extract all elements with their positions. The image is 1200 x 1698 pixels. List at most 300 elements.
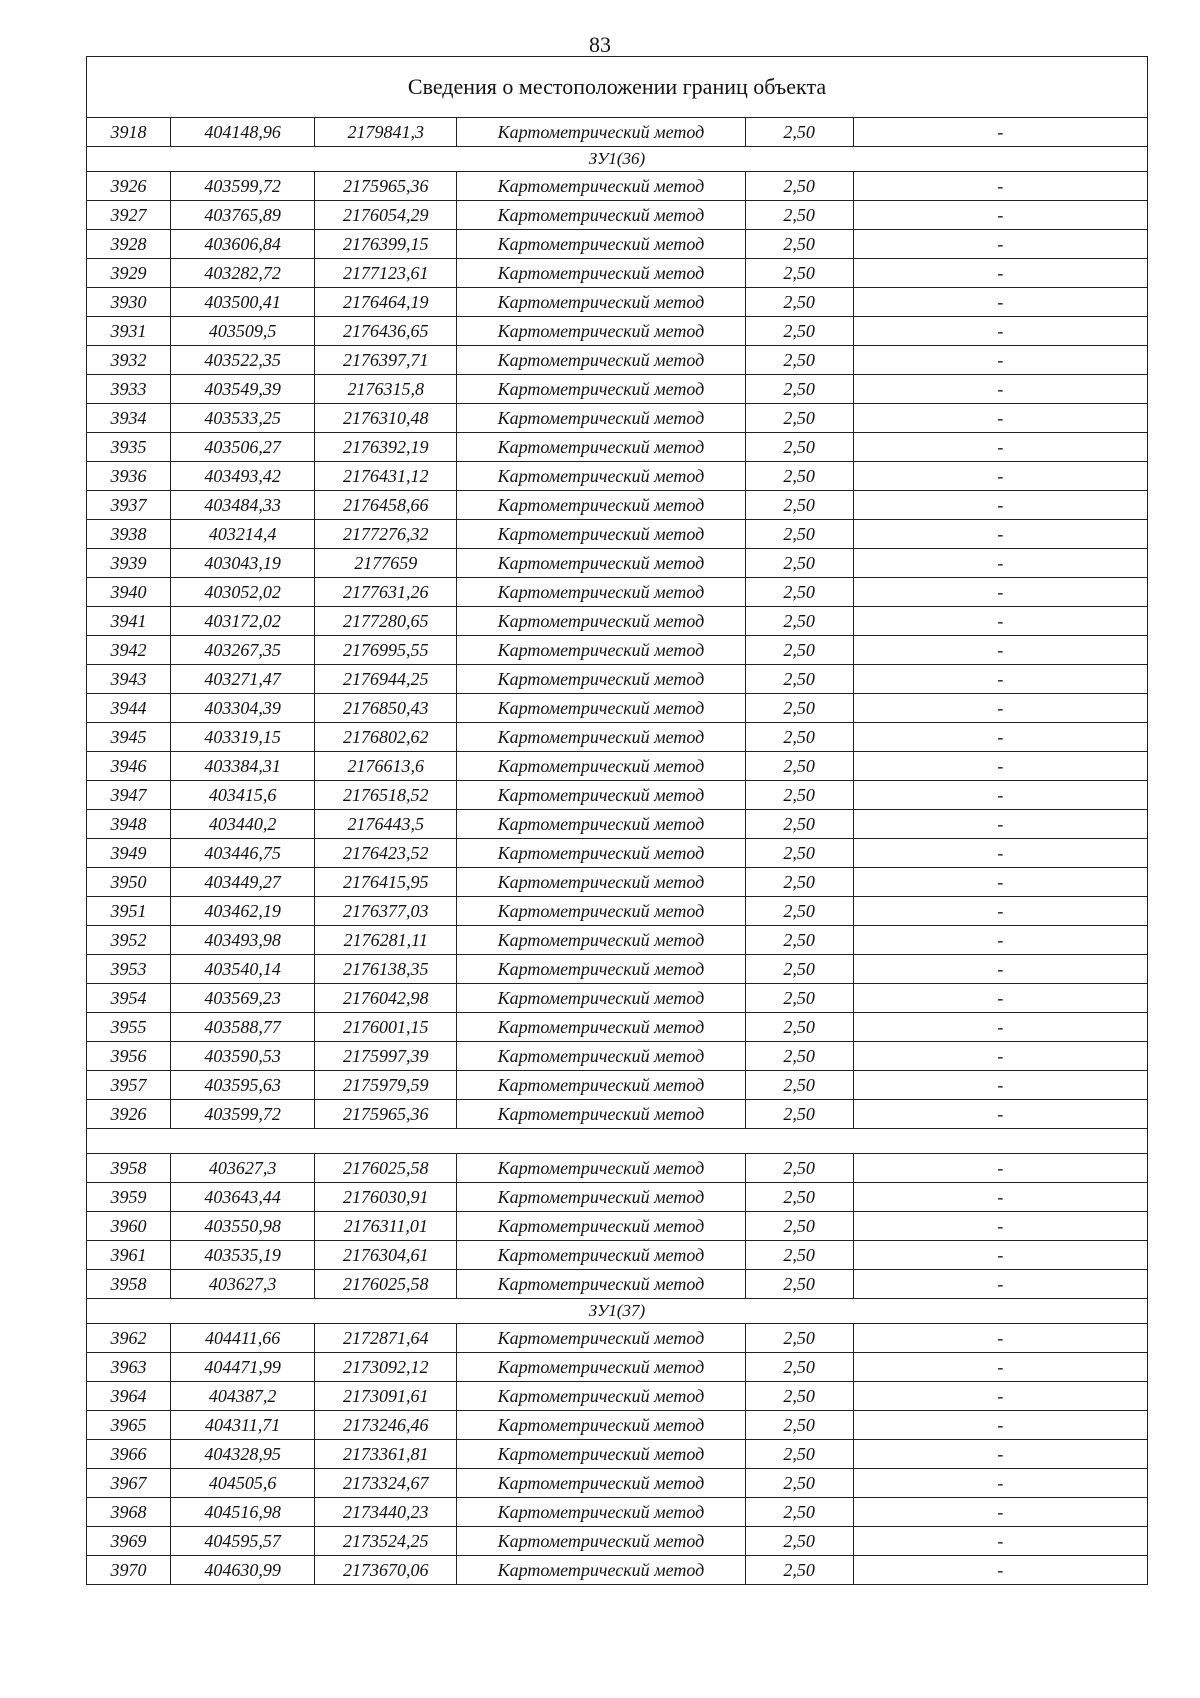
method-cell: Картометрический метод (457, 491, 745, 520)
y-coordinate-cell: 2173670,06 (315, 1556, 457, 1585)
point-number-cell: 3937 (87, 491, 171, 520)
method-cell: Картометрический метод (457, 607, 745, 636)
page-number: 83 (589, 32, 611, 57)
description-cell: - (853, 694, 1147, 723)
x-coordinate-cell: 403493,98 (171, 926, 315, 955)
method-cell: Картометрический метод (457, 288, 745, 317)
point-number-cell: 3969 (87, 1527, 171, 1556)
x-coordinate-cell: 403627,3 (171, 1154, 315, 1183)
table-row (87, 665, 1148, 694)
y-coordinate-cell: 2176850,43 (315, 694, 457, 723)
method-cell: Картометрический метод (457, 1469, 745, 1498)
table-row (87, 201, 1148, 230)
y-coordinate-cell: 2176281,11 (315, 926, 457, 955)
description-cell: - (853, 1556, 1147, 1585)
x-coordinate-cell: 403493,42 (171, 462, 315, 491)
point-number-cell: 3966 (87, 1440, 171, 1469)
accuracy-cell: 2,50 (745, 955, 853, 984)
x-coordinate-cell: 403449,27 (171, 868, 315, 897)
point-number-cell: 3957 (87, 1071, 171, 1100)
x-coordinate-cell: 404311,71 (171, 1411, 315, 1440)
point-number-cell: 3964 (87, 1382, 171, 1411)
description-cell: - (853, 1042, 1147, 1071)
x-coordinate-cell: 403506,27 (171, 433, 315, 462)
method-cell: Картометрический метод (457, 810, 745, 839)
table-row (87, 1556, 1148, 1585)
x-coordinate-cell: 404411,66 (171, 1324, 315, 1353)
y-coordinate-cell: 2176944,25 (315, 665, 457, 694)
description-cell: - (853, 636, 1147, 665)
y-coordinate-cell: 2179841,3 (315, 118, 457, 147)
point-number-cell: 3939 (87, 549, 171, 578)
y-coordinate-cell: 2176436,65 (315, 317, 457, 346)
description-cell: - (853, 1013, 1147, 1042)
x-coordinate-cell: 403509,5 (171, 317, 315, 346)
accuracy-cell: 2,50 (745, 1013, 853, 1042)
point-number-cell: 3970 (87, 1556, 171, 1585)
x-coordinate-cell: 403462,19 (171, 897, 315, 926)
accuracy-cell: 2,50 (745, 1042, 853, 1071)
point-number-cell: 3941 (87, 607, 171, 636)
table-row (87, 1071, 1148, 1100)
method-cell: Картометрический метод (457, 781, 745, 810)
x-coordinate-cell: 403540,14 (171, 955, 315, 984)
accuracy-cell: 2,50 (745, 607, 853, 636)
x-coordinate-cell: 403588,77 (171, 1013, 315, 1042)
description-cell: - (853, 549, 1147, 578)
point-number-cell: 3967 (87, 1469, 171, 1498)
table-row (87, 723, 1148, 752)
point-number-cell: 3944 (87, 694, 171, 723)
description-cell: - (853, 868, 1147, 897)
point-number-cell: 3962 (87, 1324, 171, 1353)
method-cell: Картометрический метод (457, 1154, 745, 1183)
method-cell: Картометрический метод (457, 665, 745, 694)
table-row (87, 259, 1148, 288)
y-coordinate-cell: 2176415,95 (315, 868, 457, 897)
y-coordinate-cell: 2176458,66 (315, 491, 457, 520)
x-coordinate-cell: 403522,35 (171, 346, 315, 375)
table-row (87, 984, 1148, 1013)
method-cell: Картометрический метод (457, 1071, 745, 1100)
point-number-cell: 3946 (87, 752, 171, 781)
accuracy-cell: 2,50 (745, 839, 853, 868)
y-coordinate-cell: 2177123,61 (315, 259, 457, 288)
method-cell: Картометрический метод (457, 433, 745, 462)
description-cell: - (853, 404, 1147, 433)
y-coordinate-cell: 2176054,29 (315, 201, 457, 230)
y-coordinate-cell: 2177276,32 (315, 520, 457, 549)
description-cell: - (853, 1324, 1147, 1353)
x-coordinate-cell: 404630,99 (171, 1556, 315, 1585)
y-coordinate-cell: 2173361,81 (315, 1440, 457, 1469)
accuracy-cell: 2,50 (745, 1440, 853, 1469)
method-cell: Картометрический метод (457, 1440, 745, 1469)
method-cell: Картометрический метод (457, 636, 745, 665)
x-coordinate-cell: 403765,89 (171, 201, 315, 230)
y-coordinate-cell: 2176423,52 (315, 839, 457, 868)
y-coordinate-cell: 2173324,67 (315, 1469, 457, 1498)
x-coordinate-cell: 403549,39 (171, 375, 315, 404)
table-row (87, 1527, 1148, 1556)
y-coordinate-cell: 2176311,01 (315, 1212, 457, 1241)
section-label: ЗУ1(37) (87, 1299, 1148, 1324)
point-number-cell: 3927 (87, 201, 171, 230)
table-row (87, 752, 1148, 781)
point-number-cell: 3952 (87, 926, 171, 955)
description-cell: - (853, 1071, 1147, 1100)
table-row (87, 1440, 1148, 1469)
y-coordinate-cell: 2176518,52 (315, 781, 457, 810)
accuracy-cell: 2,50 (745, 346, 853, 375)
point-number-cell: 3955 (87, 1013, 171, 1042)
point-number-cell: 3940 (87, 578, 171, 607)
y-coordinate-cell: 2176042,98 (315, 984, 457, 1013)
accuracy-cell: 2,50 (745, 520, 853, 549)
accuracy-cell: 2,50 (745, 984, 853, 1013)
x-coordinate-cell: 403643,44 (171, 1183, 315, 1212)
description-cell: - (853, 201, 1147, 230)
x-coordinate-cell: 403415,6 (171, 781, 315, 810)
description-cell: - (853, 520, 1147, 549)
accuracy-cell: 2,50 (745, 1154, 853, 1183)
point-number-cell: 3965 (87, 1411, 171, 1440)
method-cell: Картометрический метод (457, 346, 745, 375)
description-cell: - (853, 1270, 1147, 1299)
y-coordinate-cell: 2176397,71 (315, 346, 457, 375)
table-row (87, 1411, 1148, 1440)
method-cell: Картометрический метод (457, 549, 745, 578)
table-title-row (87, 57, 1148, 118)
method-cell: Картометрический метод (457, 118, 745, 147)
table-row (87, 433, 1148, 462)
blank-separator-row (87, 1129, 1148, 1154)
description-cell: - (853, 839, 1147, 868)
table-row (87, 1469, 1148, 1498)
table-row (87, 549, 1148, 578)
accuracy-cell: 2,50 (745, 462, 853, 491)
table-row (87, 810, 1148, 839)
accuracy-cell: 2,50 (745, 1498, 853, 1527)
x-coordinate-cell: 404505,6 (171, 1469, 315, 1498)
x-coordinate-cell: 403599,72 (171, 172, 315, 201)
table-row (87, 1382, 1148, 1411)
x-coordinate-cell: 404516,98 (171, 1498, 315, 1527)
description-cell: - (853, 346, 1147, 375)
point-number-cell: 3926 (87, 172, 171, 201)
description-cell: - (853, 462, 1147, 491)
table-row (87, 955, 1148, 984)
x-coordinate-cell: 403282,72 (171, 259, 315, 288)
table-row (87, 781, 1148, 810)
table-row (87, 462, 1148, 491)
y-coordinate-cell: 2175965,36 (315, 172, 457, 201)
accuracy-cell: 2,50 (745, 694, 853, 723)
y-coordinate-cell: 2176030,91 (315, 1183, 457, 1212)
description-cell: - (853, 781, 1147, 810)
method-cell: Картометрический метод (457, 955, 745, 984)
description-cell: - (853, 1469, 1147, 1498)
x-coordinate-cell: 403384,31 (171, 752, 315, 781)
y-coordinate-cell: 2176802,62 (315, 723, 457, 752)
y-coordinate-cell: 2176464,19 (315, 288, 457, 317)
method-cell: Картометрический метод (457, 462, 745, 491)
point-number-cell: 3933 (87, 375, 171, 404)
method-cell: Картометрический метод (457, 520, 745, 549)
x-coordinate-cell: 403606,84 (171, 230, 315, 259)
point-number-cell: 3938 (87, 520, 171, 549)
accuracy-cell: 2,50 (745, 201, 853, 230)
accuracy-cell: 2,50 (745, 810, 853, 839)
accuracy-cell: 2,50 (745, 752, 853, 781)
accuracy-cell: 2,50 (745, 549, 853, 578)
method-cell: Картометрический метод (457, 926, 745, 955)
y-coordinate-cell: 2175997,39 (315, 1042, 457, 1071)
point-number-cell: 3943 (87, 665, 171, 694)
method-cell: Картометрический метод (457, 578, 745, 607)
accuracy-cell: 2,50 (745, 230, 853, 259)
x-coordinate-cell: 403319,15 (171, 723, 315, 752)
description-cell: - (853, 288, 1147, 317)
method-cell: Картометрический метод (457, 1042, 745, 1071)
section-header-row (87, 1299, 1148, 1324)
table-row (87, 520, 1148, 549)
accuracy-cell: 2,50 (745, 317, 853, 346)
y-coordinate-cell: 2176001,15 (315, 1013, 457, 1042)
accuracy-cell: 2,50 (745, 118, 853, 147)
table-row (87, 375, 1148, 404)
method-cell: Картометрический метод (457, 1270, 745, 1299)
x-coordinate-cell: 404387,2 (171, 1382, 315, 1411)
method-cell: Картометрический метод (457, 317, 745, 346)
method-cell: Картометрический метод (457, 1353, 745, 1382)
table-row (87, 607, 1148, 636)
accuracy-cell: 2,50 (745, 1100, 853, 1129)
accuracy-cell: 2,50 (745, 1469, 853, 1498)
point-number-cell: 3956 (87, 1042, 171, 1071)
y-coordinate-cell: 2177659 (315, 549, 457, 578)
description-cell: - (853, 1382, 1147, 1411)
description-cell: - (853, 375, 1147, 404)
y-coordinate-cell: 2176315,8 (315, 375, 457, 404)
description-cell: - (853, 317, 1147, 346)
x-coordinate-cell: 403569,23 (171, 984, 315, 1013)
x-coordinate-cell: 404328,95 (171, 1440, 315, 1469)
y-coordinate-cell: 2173091,61 (315, 1382, 457, 1411)
x-coordinate-cell: 403535,19 (171, 1241, 315, 1270)
method-cell: Картометрический метод (457, 984, 745, 1013)
table-row (87, 288, 1148, 317)
x-coordinate-cell: 403446,75 (171, 839, 315, 868)
table-row (87, 491, 1148, 520)
table-row (87, 1183, 1148, 1212)
method-cell: Картометрический метод (457, 723, 745, 752)
method-cell: Картометрический метод (457, 259, 745, 288)
description-cell: - (853, 1440, 1147, 1469)
table-row (87, 897, 1148, 926)
y-coordinate-cell: 2176138,35 (315, 955, 457, 984)
method-cell: Картометрический метод (457, 868, 745, 897)
x-coordinate-cell: 403627,3 (171, 1270, 315, 1299)
x-coordinate-cell: 403271,47 (171, 665, 315, 694)
description-cell: - (853, 897, 1147, 926)
y-coordinate-cell: 2173092,12 (315, 1353, 457, 1382)
description-cell: - (853, 926, 1147, 955)
method-cell: Картометрический метод (457, 1411, 745, 1440)
x-coordinate-cell: 403599,72 (171, 1100, 315, 1129)
accuracy-cell: 2,50 (745, 433, 853, 462)
table-row (87, 636, 1148, 665)
table-row (87, 868, 1148, 897)
method-cell: Картометрический метод (457, 1382, 745, 1411)
accuracy-cell: 2,50 (745, 1353, 853, 1382)
accuracy-cell: 2,50 (745, 491, 853, 520)
blank-separator-cell (87, 1129, 1148, 1154)
point-number-cell: 3930 (87, 288, 171, 317)
table-body (87, 57, 1148, 1585)
y-coordinate-cell: 2176025,58 (315, 1270, 457, 1299)
table-row (87, 1100, 1148, 1129)
description-cell: - (853, 1212, 1147, 1241)
description-cell: - (853, 1527, 1147, 1556)
method-cell: Картометрический метод (457, 230, 745, 259)
method-cell: Картометрический метод (457, 404, 745, 433)
table-row (87, 230, 1148, 259)
x-coordinate-cell: 404595,57 (171, 1527, 315, 1556)
table-row (87, 317, 1148, 346)
description-cell: - (853, 230, 1147, 259)
description-cell: - (853, 955, 1147, 984)
x-coordinate-cell: 403440,2 (171, 810, 315, 839)
table-row (87, 118, 1148, 147)
method-cell: Картометрический метод (457, 172, 745, 201)
method-cell: Картометрический метод (457, 1241, 745, 1270)
point-number-cell: 3960 (87, 1212, 171, 1241)
accuracy-cell: 2,50 (745, 1241, 853, 1270)
method-cell: Картометрический метод (457, 1013, 745, 1042)
point-number-cell: 3928 (87, 230, 171, 259)
point-number-cell: 3961 (87, 1241, 171, 1270)
y-coordinate-cell: 2176392,19 (315, 433, 457, 462)
y-coordinate-cell: 2176304,61 (315, 1241, 457, 1270)
description-cell: - (853, 1154, 1147, 1183)
accuracy-cell: 2,50 (745, 1411, 853, 1440)
point-number-cell: 3954 (87, 984, 171, 1013)
y-coordinate-cell: 2176399,15 (315, 230, 457, 259)
accuracy-cell: 2,50 (745, 897, 853, 926)
method-cell: Картометрический метод (457, 201, 745, 230)
method-cell: Картометрический метод (457, 752, 745, 781)
x-coordinate-cell: 403500,41 (171, 288, 315, 317)
description-cell: - (853, 1100, 1147, 1129)
x-coordinate-cell: 403590,53 (171, 1042, 315, 1071)
accuracy-cell: 2,50 (745, 1270, 853, 1299)
description-cell: - (853, 1411, 1147, 1440)
y-coordinate-cell: 2176443,5 (315, 810, 457, 839)
x-coordinate-cell: 404471,99 (171, 1353, 315, 1382)
table-row (87, 346, 1148, 375)
point-number-cell: 3942 (87, 636, 171, 665)
y-coordinate-cell: 2176431,12 (315, 462, 457, 491)
point-number-cell: 3936 (87, 462, 171, 491)
point-number-cell: 3958 (87, 1270, 171, 1299)
point-number-cell: 3929 (87, 259, 171, 288)
description-cell: - (853, 118, 1147, 147)
x-coordinate-cell: 403043,19 (171, 549, 315, 578)
description-cell: - (853, 665, 1147, 694)
accuracy-cell: 2,50 (745, 868, 853, 897)
accuracy-cell: 2,50 (745, 1556, 853, 1585)
description-cell: - (853, 607, 1147, 636)
description-cell: - (853, 1241, 1147, 1270)
accuracy-cell: 2,50 (745, 1324, 853, 1353)
description-cell: - (853, 172, 1147, 201)
description-cell: - (853, 1498, 1147, 1527)
point-number-cell: 3926 (87, 1100, 171, 1129)
table-row (87, 839, 1148, 868)
table-row (87, 1154, 1148, 1183)
x-coordinate-cell: 403267,35 (171, 636, 315, 665)
section-header-row (87, 147, 1148, 172)
method-cell: Картометрический метод (457, 1527, 745, 1556)
y-coordinate-cell: 2177280,65 (315, 607, 457, 636)
y-coordinate-cell: 2172871,64 (315, 1324, 457, 1353)
table-row (87, 172, 1148, 201)
table-row (87, 578, 1148, 607)
accuracy-cell: 2,50 (745, 578, 853, 607)
table-row (87, 1241, 1148, 1270)
accuracy-cell: 2,50 (745, 1382, 853, 1411)
method-cell: Картометрический метод (457, 1556, 745, 1585)
description-cell: - (853, 433, 1147, 462)
description-cell: - (853, 491, 1147, 520)
accuracy-cell: 2,50 (745, 1183, 853, 1212)
description-cell: - (853, 752, 1147, 781)
accuracy-cell: 2,50 (745, 723, 853, 752)
method-cell: Картометрический метод (457, 897, 745, 926)
point-number-cell: 3963 (87, 1353, 171, 1382)
point-number-cell: 3918 (87, 118, 171, 147)
y-coordinate-cell: 2176025,58 (315, 1154, 457, 1183)
method-cell: Картометрический метод (457, 1324, 745, 1353)
description-cell: - (853, 984, 1147, 1013)
table-row (87, 1212, 1148, 1241)
x-coordinate-cell: 403304,39 (171, 694, 315, 723)
point-number-cell: 3931 (87, 317, 171, 346)
method-cell: Картометрический метод (457, 1183, 745, 1212)
table-row (87, 404, 1148, 433)
accuracy-cell: 2,50 (745, 375, 853, 404)
method-cell: Картометрический метод (457, 375, 745, 404)
x-coordinate-cell: 403550,98 (171, 1212, 315, 1241)
x-coordinate-cell: 403172,02 (171, 607, 315, 636)
x-coordinate-cell: 403533,25 (171, 404, 315, 433)
accuracy-cell: 2,50 (745, 288, 853, 317)
x-coordinate-cell: 403484,33 (171, 491, 315, 520)
point-number-cell: 3947 (87, 781, 171, 810)
table-row (87, 1013, 1148, 1042)
description-cell: - (853, 1353, 1147, 1382)
method-cell: Картометрический метод (457, 1212, 745, 1241)
accuracy-cell: 2,50 (745, 259, 853, 288)
method-cell: Картометрический метод (457, 1100, 745, 1129)
point-number-cell: 3958 (87, 1154, 171, 1183)
x-coordinate-cell: 403214,4 (171, 520, 315, 549)
table-row (87, 1353, 1148, 1382)
method-cell: Картометрический метод (457, 1498, 745, 1527)
y-coordinate-cell: 2176995,55 (315, 636, 457, 665)
point-number-cell: 3968 (87, 1498, 171, 1527)
